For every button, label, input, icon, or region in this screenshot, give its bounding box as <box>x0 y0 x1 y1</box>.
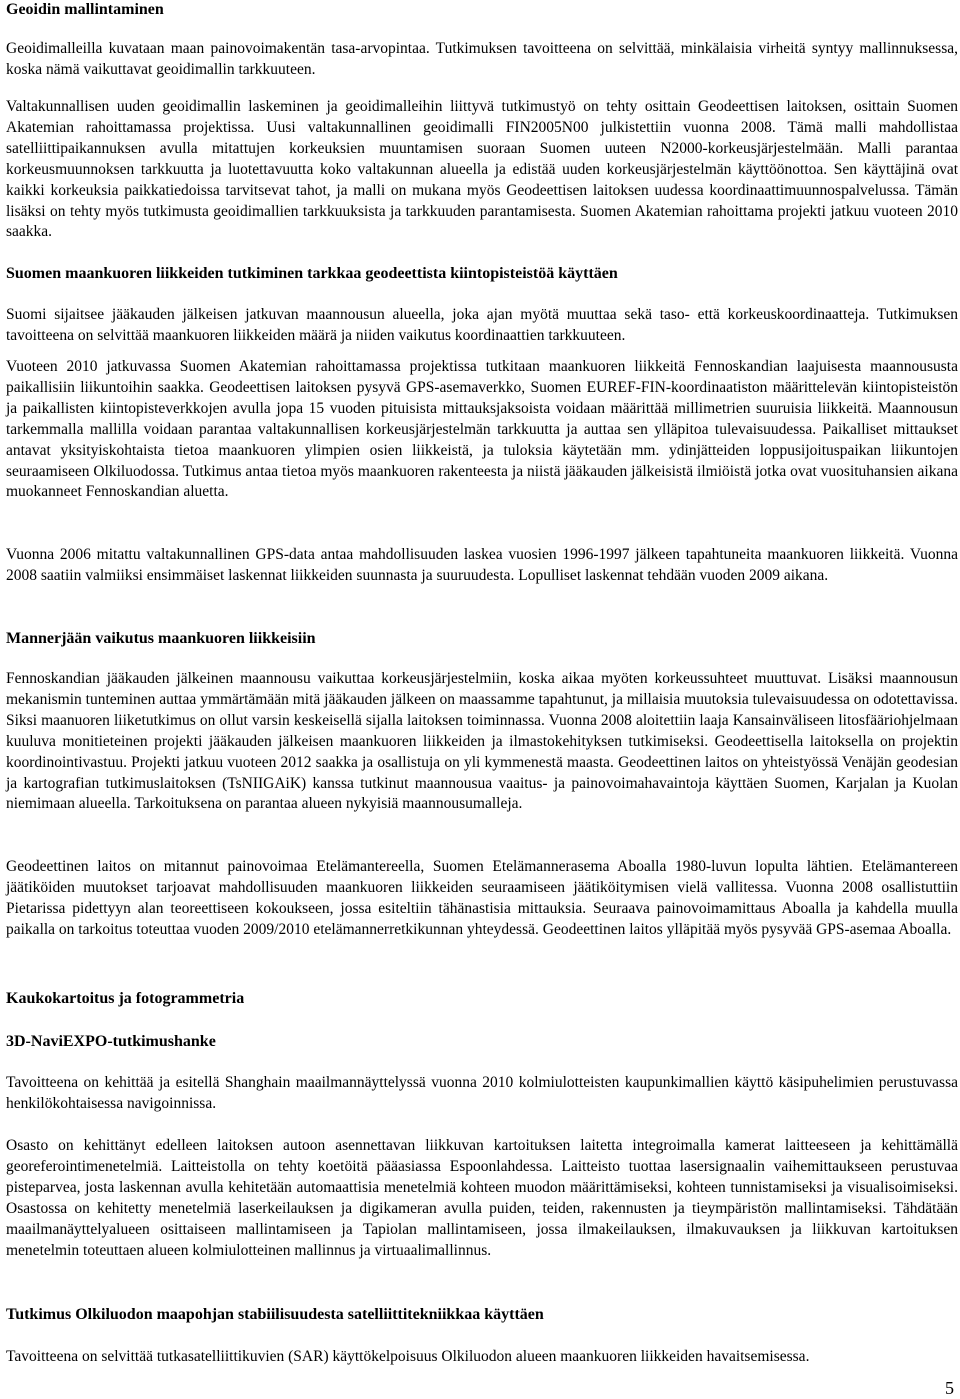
section-heading-ice-sheet-effect: Mannerjään vaikutus maankuoren liikkeisiin <box>6 630 316 647</box>
paragraph: Vuonna 2006 mitattu valtakunnallinen GPS-data antaa mahdollisuuden laskea vuosien 1996-1997 jälkeen tapahtuneita maankuoren liikkeitä. Vuonna 2008 saatiin valmiiksi ensimmäiset laskennat liikkeiden suunnasta ja suuruudesta. Lopulliset laskennat tehdään vuoden 2009 aikana. <box>6 546 958 584</box>
paragraph: Suomi sijaitsee jääkauden jälkeisen jatkuvan maannousun alueella, joka ajan myötä muuttaa sekä taso- että korkeuskoordinaatteja. Tutkimuksen tavoitteena on selvittää maankuoren liikkeiden määrä ja niiden vaikutus koordinaattien tarkkuuteen. <box>6 306 958 344</box>
paragraph: Geodeettinen laitos on mitannut painovoimaa Etelämantereella, Suomen Etelämannerasema Aboalla 1980-luvun lopulta lähtien. Etelämantereen jäätiköiden muutokset tarjoavat mahdollisuuden maankuoren liikkeiden seuraamiseen jäätiköitymisen vielä vallitessa. Vuonna 2008 osallistuttiin Pietarissa pidettyyn alan teoreettiseen kokoukseen, jossa esiteltiin tähänastisia mittauksia. Seuraava painovoimamittaus Aboalla ja kahdella muulla paikalla on tarkoitus toteuttaa vuoden 2009/2010 etelämannerretkikunnan yhteydessä. Geodeettinen laitos ylläpitää myös pysyvää GPS-asemaa Aboalla. <box>6 858 958 938</box>
section-heading-3d-naviexpo: 3D-NaviEXPO-tutkimushanke <box>6 1033 216 1050</box>
paragraph: Geoidimalleilla kuvataan maan painovoimakentän tasa-arvopintaa. Tutkimuksen tavoitteena on selvittää, minkälaisia virheitä syntyy mallinnuksessa, koska nämä vaikuttavat geoidimallin tarkkuuteen. <box>6 40 958 78</box>
paragraph: Tavoitteena on selvittää tutkasatelliittikuvien (SAR) käyttökelpoisuus Olkiluodon alueen maankuoren liikkeiden havaitsemisessa. <box>6 1348 810 1365</box>
paragraph: Vuoteen 2010 jatkuvassa Suomen Akatemian rahoittamassa projektissa tutkitaan maankuoren liikkeitä Fennoskandian laajuisesta maannoususta paikallisiin liikuntoihin saakka. Geodeettisen laitoksen pysyvä GPS-asemaverkko, Suomen EUREF-FIN-koordinaatiston määrittelevän kiintopisteistön ja paikallisten kiintopisteverkkojen avulla jopa 15 vuoden pituisista mittauksjaksoista voidaan määrittää millimetrien suuruisia liikkeitä. Maannousun tarkemmalla mallilla voidaan parantaa valtakunnallisen korkeusjärjestelmän tarkkuutta ja auttaa sen ylläpitoa tulevaisuudessa. Paikalliset mittaukset antavat yksityiskohtaista tietoa maankuoren ylimpien osien liikkeistä, ja tuloksia käytetään mm. ydinjätteiden loppusijoituspaikan liikuntojen seuraamiseen Olkiluodossa. Tutkimus antaa tietoa myös maankuoren rakenteesta ja niistä jääkauden jälkeisistä ilmiöistä jotka ovat vuosituhansien aikana muokanneet Fennoskandian aluetta. <box>6 358 958 501</box>
section-heading-crustal-motion: Suomen maankuoren liikkeiden tutkiminen tarkkaa geodeettista kiintopisteistöä käyttäen <box>6 265 618 282</box>
paragraph: Valtakunnallisen uuden geoidimallin laskeminen ja geoidimalleihin liittyvä tutkimustyö on tehty osittain Geodeettisen laitoksen, osittain Suomen Akatemian rahoittamassa projektissa. Uusi valtakunnallinen geoidimalli FIN2005N00 julkistettiin vuonna 2008. Tämä malli mahdollistaa satelliittipaikannuksen avulla mitattujen korkeuksien muuntamisen suoraan Suomen uuteen N2000-korkeusjärjestelmään. Malli parantaa korkeusmuunnoksen tarkkuutta ja luotettavuutta koko valtakunnan alueella ja edistää uuden korkeusjärjestelmän käyttöönottoa. Sen käyttäjinä ovat kaikki korkeuksia paikkatiedoissa tarvitsevat tahot, ja malli on mukana myös Geodeettisen laitoksen uudessa koordinaattimuunnospalvelussa. Tämän lisäksi on tehty myös tutkimusta geoidimallien tarkkuuksista ja tarkkuuden parantamisesta. Suomen Akatemian rahoittama projekti jatkuu vuoteen 2010 saakka. <box>6 98 958 241</box>
paragraph: Tavoitteena on kehittää ja esitellä Shanghain maailmannäyttelyssä vuonna 2010 kolmiulotteisten kaupunkimallien käyttö käsipuhelimien perustuvassa henkilökohtaisessa navigoinnissa. <box>6 1074 958 1112</box>
paragraph: Osasto on kehittänyt edelleen laitoksen autoon asennettavan liikkuvan kartoituksen laitetta integroimalla kamerat laitteeseen ja kehittämällä georeferointimenetelmiä. Laitteistolla on tehty koetöitä pääasiassa Espoonlahdessa. Laitteisto tuottaa lasersignaalin vaihemittaukseen perustuvaa pisteparvea, josta laskennan avulla kehitetään automaattisia menetelmiä kohteen muodon määrittämiseksi, kohteen tunnistamiseksi ja visualisoimiseksi. Osastossa on kehitetty menetelmiä laserkeilauksen ja digikameran avulla puiden, teiden, rakennusten ja tieympäristön mallintamiseksi. Tähdätään maailmanäyttelyalueen osittaiseen mallintamiseen ja Tapiolan mallintamiseen, jossa ilmakeilauksen, ilmakuvauksen ja liikkuvan kartoituksen menetelmin toteuttaen alueen kolmiulotteinen mallinnus ja virtuaalimallinnus. <box>6 1137 958 1259</box>
section-heading-olkiluoto-study: Tutkimus Olkiluodon maapohjan stabiilisuudesta satelliittitekniikkaa käyttäen <box>6 1306 544 1323</box>
section-heading-geoid-modelling: Geoidin mallintaminen <box>6 1 164 18</box>
paragraph: Fennoskandian jääkauden jälkeinen maannousu vaikuttaa korkeusjärjestelmiin, koska aikaa myöten korkeussuhteet muuttuvat. Lisäksi maannousun mekanismin tunteminen auttaa ymmärtämään mitä jääkauden jälkeen on maassamme tapahtunut, ja millaisia muutoksia tulevaisuudessa on odotettavissa. Siksi maanuoren liiketutkimus on ollut varsin keskeisellä sijalla laitoksen toiminnassa. Vuonna 2008 aloitettiin laaja Kansainväliseen litosfääriohjelmaan kuuluva monitieteinen projekti jääkauden jälkeisen maankuoren liikkeiden ja ilmastokehityksen tutkimiseksi. Geodeettisella laitoksella on projektin koordinointivastuu. Projekti jatkuu vuoteen 2012 saakka ja osallistuja on yli kymmenestä maasta. Geodeettinen laitos on yhteistyössä Venäjän geodesian ja kartografian tutkimuslaitoksen (TsNIIGAiK) kanssa tutkinut maannousua vaaitus- ja painovoimahavaintoja käyttäen Suomen, Karjalan ja Kuolan niemimaan alueella. Tarkoituksena on parantaa alueen nykyisiä maannousumalleja. <box>6 670 958 813</box>
page-number: 5 <box>945 1378 954 1398</box>
section-heading-remote-sensing: Kaukokartoitus ja fotogrammetria <box>6 990 245 1007</box>
